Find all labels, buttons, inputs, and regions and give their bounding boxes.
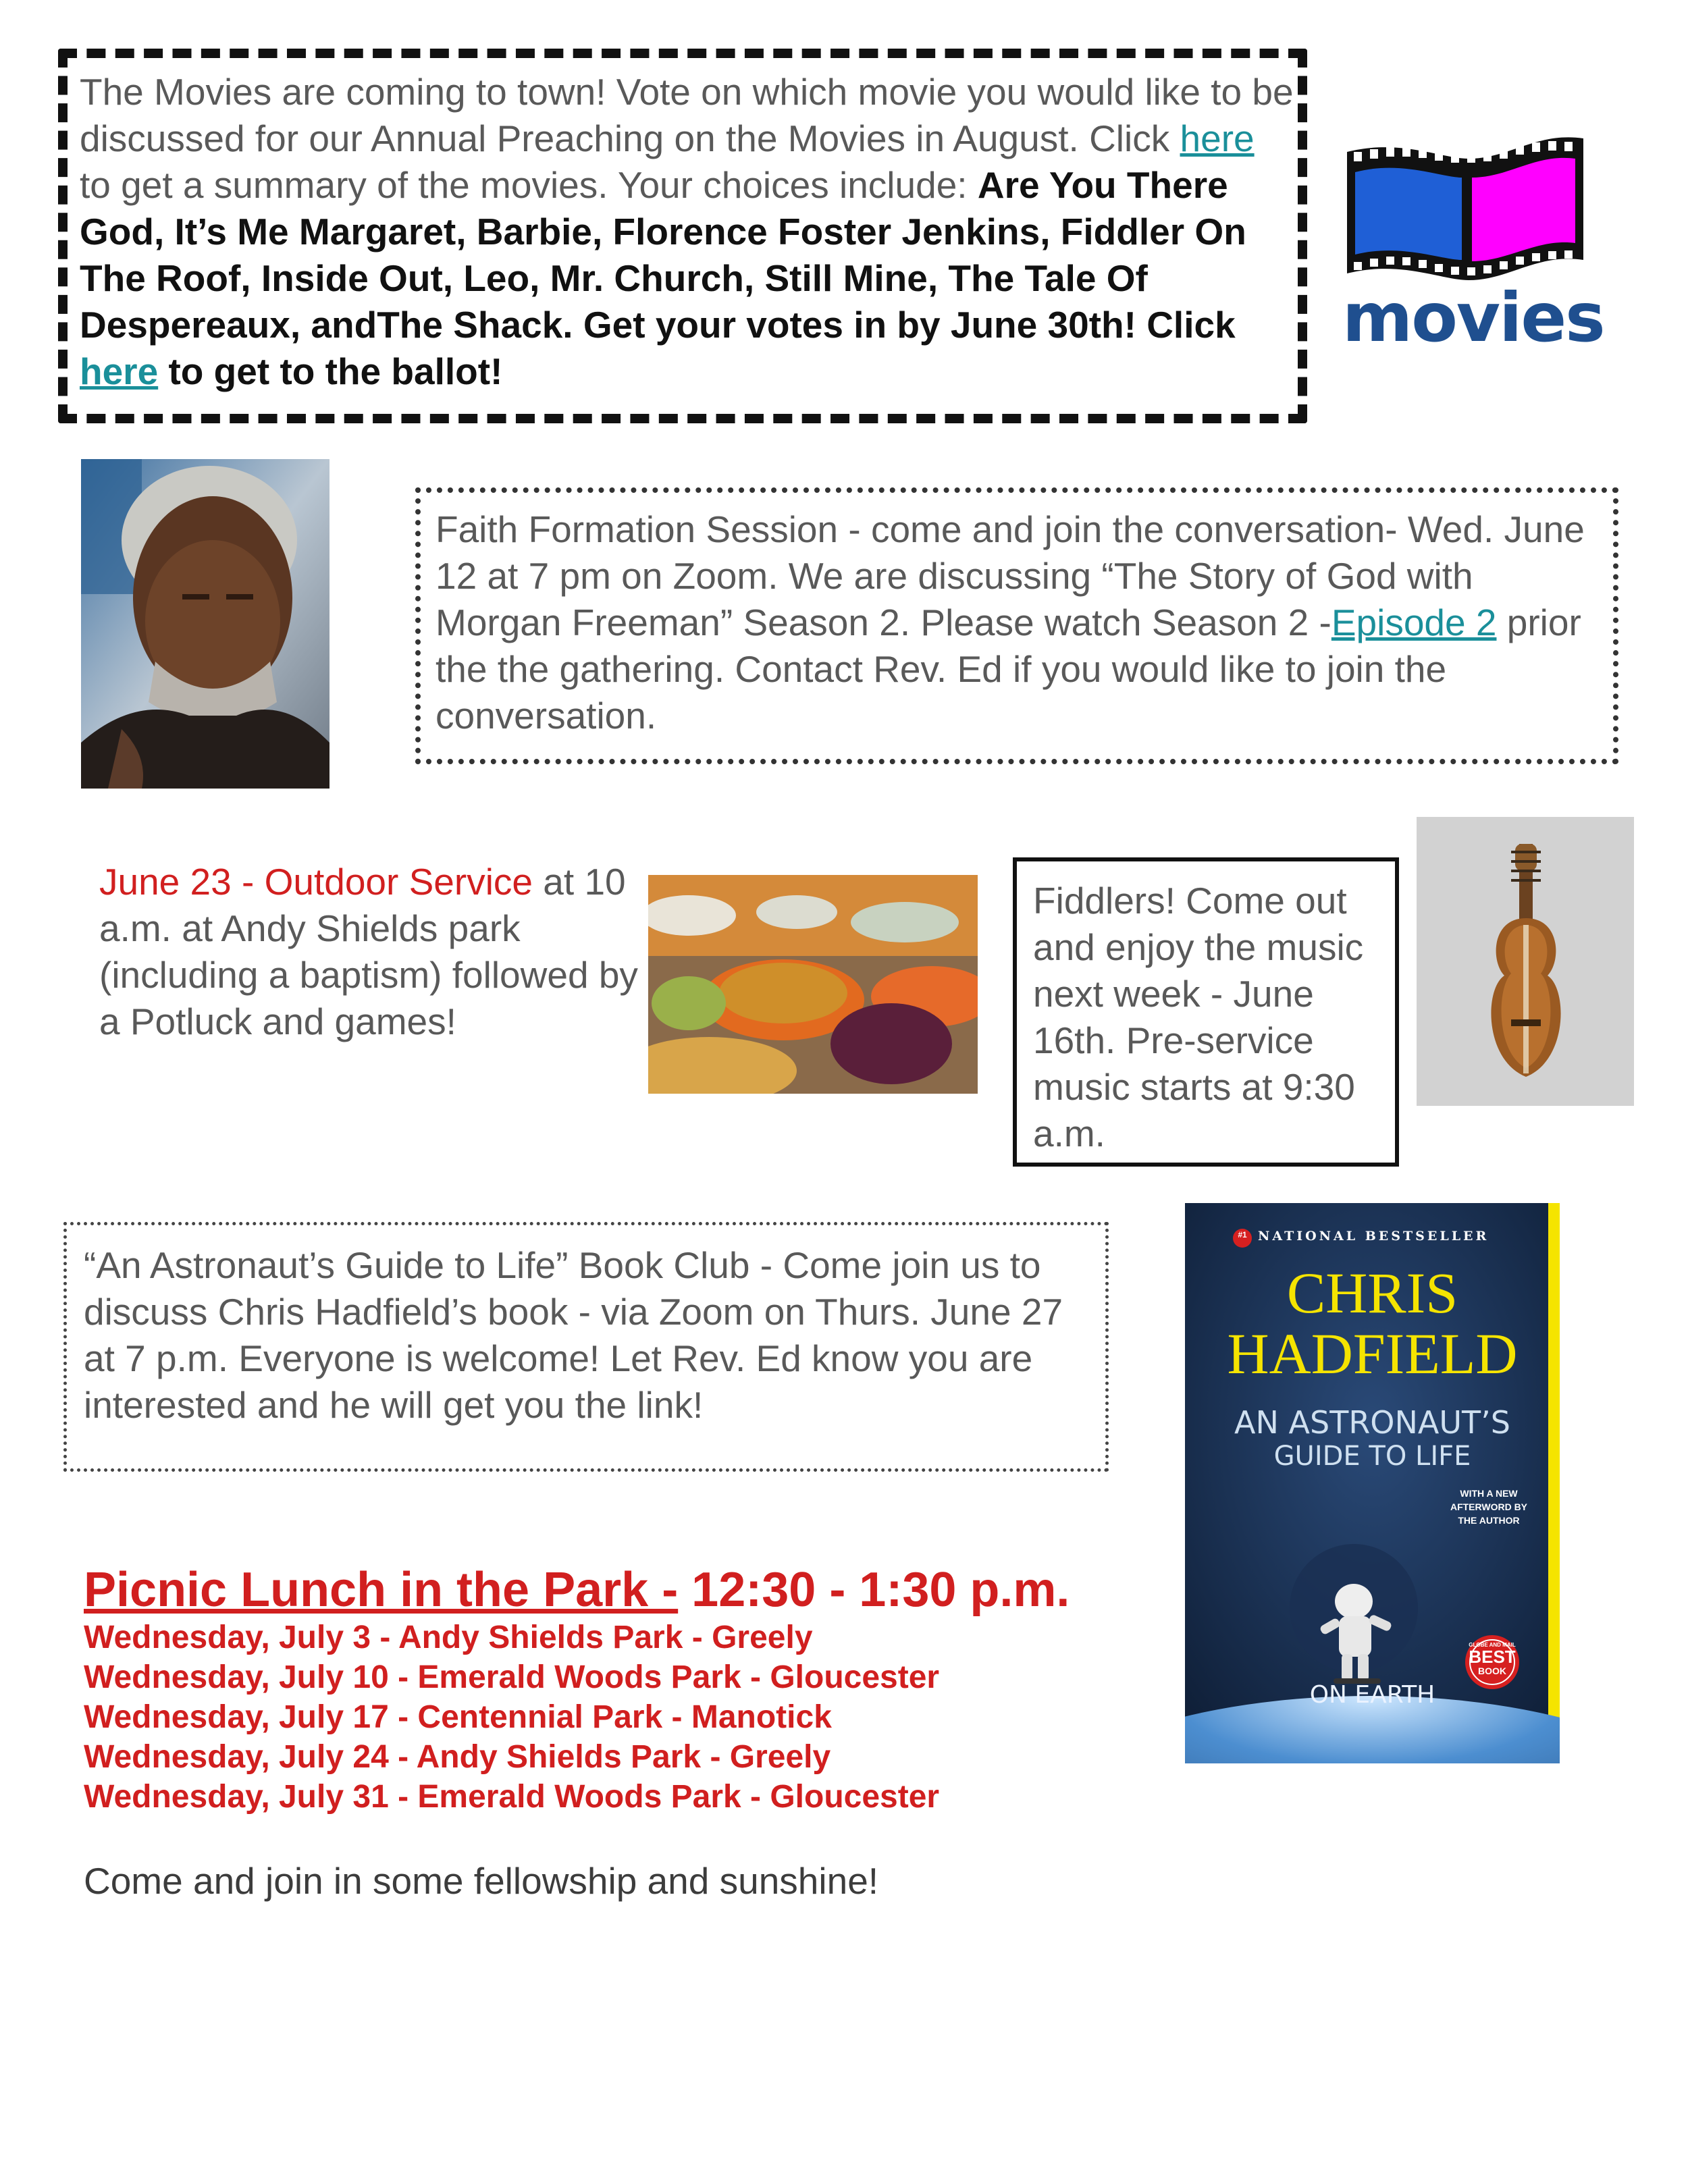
book-cover-author-first: CHRIS	[1286, 1260, 1458, 1325]
seal-line-2: BEST	[1469, 1647, 1516, 1667]
list-item: Wednesday, July 10 - Emerald Woods Park - Gloucester	[84, 1659, 940, 1695]
book-cover-image	[1185, 1203, 1560, 1763]
morgan-freeman-photo	[81, 459, 329, 789]
book-club-text: “An Astronaut’s Guide to Life” Book Club - Come join us to discuss Chris Hadfield’s book - via Zoom on Thurs. June 27 at 7 p.m. Everyone is welcome! Let Rev. Ed know you are interested and he will get you the link!	[84, 1244, 1063, 1426]
seal-line-3: BOOK	[1478, 1666, 1506, 1676]
book-cover-title-line-2: GUIDE TO LIFE	[1273, 1441, 1471, 1472]
book-cover-bestseller: NATIONAL BESTSELLER	[1258, 1229, 1489, 1244]
movies-summary-link[interactable]: here	[1180, 117, 1255, 159]
list-item: Wednesday, July 3 - Andy Shields Park - Greely	[84, 1620, 813, 1655]
picnic-schedule-list	[84, 1618, 1097, 1817]
movies-logo-wordmark: movies	[1342, 278, 1604, 357]
ballot-link[interactable]: here	[80, 350, 159, 392]
movies-announcement-text	[80, 69, 1295, 395]
picnic-title: Picnic Lunch in the Park -	[84, 1563, 679, 1617]
book-cover-title-line-1: AN ASTRONAUT’S	[1234, 1404, 1510, 1441]
afterword-line-1: WITH A NEW	[1460, 1488, 1518, 1499]
book-cover-author-last: HADFIELD	[1227, 1321, 1518, 1386]
outdoor-service-date: June 23 - Outdoor Service	[99, 861, 533, 903]
violin-photo	[1417, 817, 1634, 1106]
movies-choices-intro: to get a summary of the movies. Your choices include:	[80, 164, 978, 206]
faith-formation-text	[436, 506, 1604, 739]
closing-line: Come and join in some fellowship and sunshine!	[84, 1860, 879, 1902]
list-item: Wednesday, July 24 - Andy Shields Park - Greely	[84, 1739, 831, 1775]
movies-click-text: Click	[1089, 117, 1180, 159]
list-item: Wednesday, July 31 - Emerald Woods Park - Gloucester	[84, 1779, 940, 1815]
book-cover-subtitle: ON EARTH	[1309, 1681, 1435, 1709]
seal-line-1: GLOBE AND MAIL	[1469, 1642, 1516, 1648]
outdoor-service-details: at 10 a.m. at Andy Shields park (including a baptism) followed by a Potluck and games!	[99, 861, 638, 1042]
picnic-heading	[84, 1560, 1164, 1620]
ballot-link-suffix: to get to the ballot!	[158, 350, 503, 392]
picnic-time: 12:30 - 1:30 p.m.	[678, 1563, 1070, 1617]
afterword-line-3: THE AUTHOR	[1458, 1515, 1520, 1526]
book-cover-afterword	[1442, 1487, 1536, 1527]
faith-text-start: Faith Formation Session - come and join the conversation- Wed. June 12 at 7 pm on Zoom. We are discussing “The Story of God with Morgan Freeman” Season 2. Please watch Season 2 -	[436, 508, 1585, 643]
book-cover-seal	[1465, 1642, 1519, 1676]
movies-choices-list: Are You There God, It’s Me Margaret, Barbie, Florence Foster Jenkins, Fiddler On The Roof, Inside Out, Leo, Mr. Church, Still Mine, The Tale Of Despereaux, andThe Shack. Get your votes in by June 30th! Click	[80, 164, 1246, 346]
book-cover-badge-number: #1	[1238, 1230, 1247, 1240]
list-item: Wednesday, July 17 - Centennial Park - Manotick	[84, 1699, 832, 1735]
faith-text-end: prior the the gathering. Contact Rev. Ed if you would like to join the conversation.	[436, 602, 1581, 737]
afterword-line-2: AFTERWORD BY	[1450, 1501, 1528, 1512]
potluck-food-photo	[648, 875, 978, 1094]
movies-intro: The Movies are coming to town! Vote on which movie you would like to be discussed for our Annual Preaching on the Movies in August.	[80, 71, 1294, 159]
episode-2-link[interactable]: Episode 2	[1331, 602, 1497, 643]
outdoor-service-text	[99, 859, 639, 1045]
fiddlers-text: Fiddlers! Come out and enjoy the music next week - June 16th. Pre-service music starts at 9:30 a.m.	[1033, 880, 1364, 1154]
